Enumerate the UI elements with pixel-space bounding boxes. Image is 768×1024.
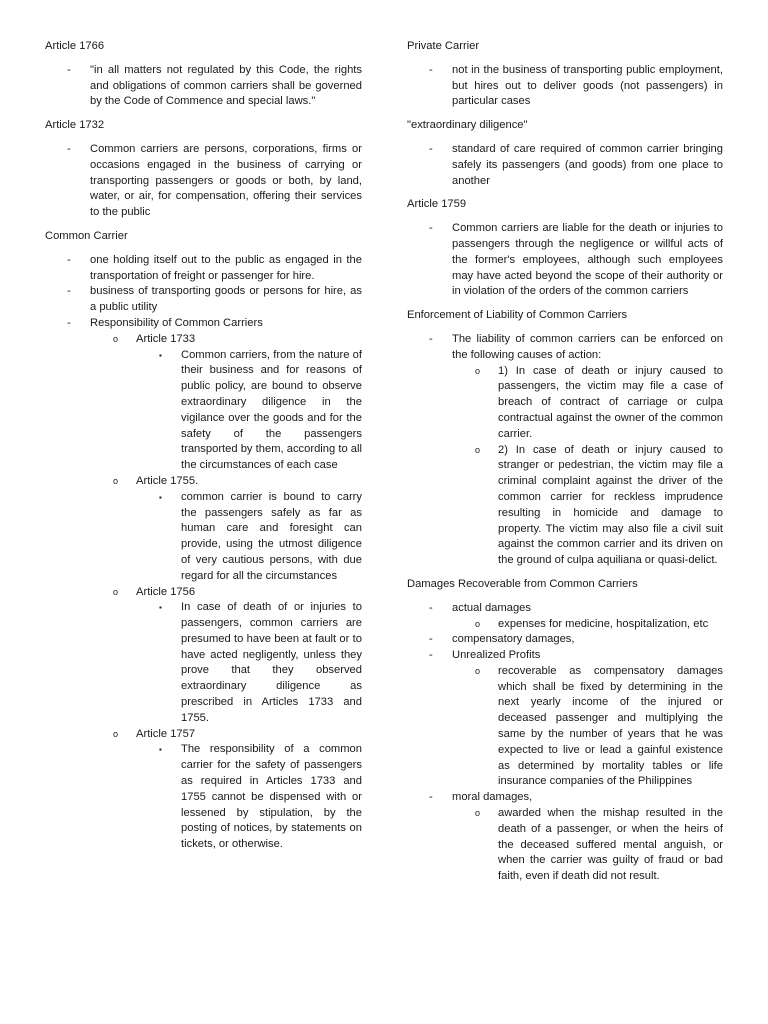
damages-heading: Damages Recoverable from Common Carriers	[407, 577, 638, 590]
list-item: ▪ The responsibility of a common carrier for the safety of passengers as required in Articles 1733 and 1755 cannot be dispensed with or lessened by stipulation, by the posting of notices, by statements on tickets, or otherwise.	[45, 742, 362, 853]
list-item: o Article 1733	[45, 332, 362, 348]
dash-bullet-icon	[429, 63, 433, 79]
list-item: ▪ In case of death of or injuries to passengers, common carriers are presumed to have been at fault or to have acted negligently, unless they prove that they observed extraordinary diligence as prescribed in Articles 1733 and 1755.	[45, 600, 362, 726]
square-bullet-icon	[159, 742, 162, 758]
list-item: - Responsibility of Common Carriers	[45, 316, 362, 332]
circle-bullet-icon	[113, 585, 118, 601]
list-item: o Article 1757	[45, 727, 362, 743]
list-item: - moral damages,	[407, 790, 723, 806]
article-1732-heading: Article 1732	[45, 119, 105, 132]
dash-bullet-icon	[67, 253, 71, 269]
list-item: o recoverable as compensatory damages which shall be fixed by determining in the next yearly income of the injured or deceased passenger and multiplying the same by the number of years that he was expected to live or lead a gainful existence as determined by mortality tables or life insurance companies of the Philippines	[407, 664, 723, 790]
list-item: - Common carriers are persons, corporations, firms or occasions engaged in the business of carrying or transporting passengers or goods or both, by land, water, or air, for compensation, offering their services to the public	[45, 142, 362, 221]
dash-bullet-icon	[429, 790, 433, 806]
dash-bullet-icon	[429, 601, 433, 617]
circle-bullet-icon	[475, 364, 480, 380]
list-item: - actual damages	[407, 601, 723, 617]
left-column	[45, 39, 362, 853]
list-item: - not in the business of transporting public employment, but hires out to deliver goods (not passengers) in particular cases	[407, 63, 723, 110]
list-item: o 2) In case of death or injury caused to stranger or pedestrian, the victim may file a criminal complaint against the driver of the common carrier for reckless imprudence resulting in homicide and damage to property. The victim may also file a civil suit against the common carrier and its driven on the ground of culpa aquiliana or quasi-delict.	[407, 443, 723, 569]
list-item: o awarded when the mishap resulted in the death of a passenger, or when the heirs of the deceased suffered mental anguish, or when the carrier was guilty of fraud or bad faith, even if death did not result.	[407, 806, 723, 885]
list-item: - standard of care required of common carrier bringing safely its passengers (and goods) from one place to another	[407, 142, 723, 189]
enforcement-heading: Enforcement of Liability of Common Carriers	[407, 309, 628, 322]
circle-bullet-icon	[475, 806, 480, 822]
list-item: o Article 1755.	[45, 474, 362, 490]
dash-bullet-icon	[429, 632, 433, 648]
dash-bullet-icon	[429, 221, 433, 237]
square-bullet-icon	[159, 490, 162, 506]
square-bullet-icon	[159, 600, 162, 616]
dash-bullet-icon	[67, 63, 71, 79]
dash-bullet-icon	[429, 332, 433, 348]
circle-bullet-icon	[113, 727, 118, 743]
list-item: - one holding itself out to the public as engaged in the transportation of freight or passenger for hire.	[45, 253, 362, 285]
list-item: - The liability of common carriers can be enforced on the following causes of action:	[407, 332, 723, 364]
circle-bullet-icon	[113, 474, 118, 490]
dash-bullet-icon	[67, 316, 71, 332]
list-item: o 1) In case of death or injury caused to passengers, the victim may file a case of breach of contract of carriage or culpa contractual against the owner of the common carrier.	[407, 364, 723, 443]
article-1759-heading: Article 1759	[407, 198, 467, 211]
extraordinary-diligence-heading: "extraordinary diligence"	[407, 119, 528, 132]
circle-bullet-icon	[475, 617, 480, 633]
dash-bullet-icon	[429, 142, 433, 158]
circle-bullet-icon	[113, 332, 118, 348]
list-item: ▪ common carrier is bound to carry the passengers safely as far as human care and foresight can provide, using the utmost diligence of very cautious persons, with due regard for all the circumstances	[45, 490, 362, 585]
right-column	[407, 39, 723, 885]
dash-bullet-icon	[67, 284, 71, 300]
circle-bullet-icon	[475, 443, 480, 459]
list-item: o Article 1756	[45, 585, 362, 601]
private-carrier-heading: Private Carrier	[407, 40, 480, 52]
dash-bullet-icon	[429, 648, 433, 664]
common-carrier-heading: Common Carrier	[45, 229, 128, 242]
list-item: o expenses for medicine, hospitalization, etc	[407, 617, 723, 633]
list-item: - Common carriers are liable for the death or injuries to passengers through the negligence or willful acts of the former's employees, although such employees may have acted beyond the scope of their authority or in violation of the orders of the common carriers	[407, 221, 723, 300]
list-item: - business of transporting goods or persons for hire, as a public utility	[45, 284, 362, 316]
square-bullet-icon	[159, 348, 162, 364]
circle-bullet-icon	[475, 664, 480, 680]
list-item: - compensatory damages,	[407, 632, 723, 648]
list-item: - Unrealized Profits	[407, 648, 723, 664]
list-item: - "in all matters not regulated by this Code, the rights and obligations of common carriers shall be governed by the Code of Commence and special laws."	[45, 63, 362, 110]
article-1766-heading: Article 1766	[45, 40, 105, 52]
dash-bullet-icon	[67, 142, 71, 158]
list-item: ▪ Common carriers, from the nature of their business and for reasons of public policy, are bound to observe extraordinary diligence in the vigilance over the goods and for the safety of the passengers transported by them, according to all the circumstances of each case	[45, 348, 362, 474]
